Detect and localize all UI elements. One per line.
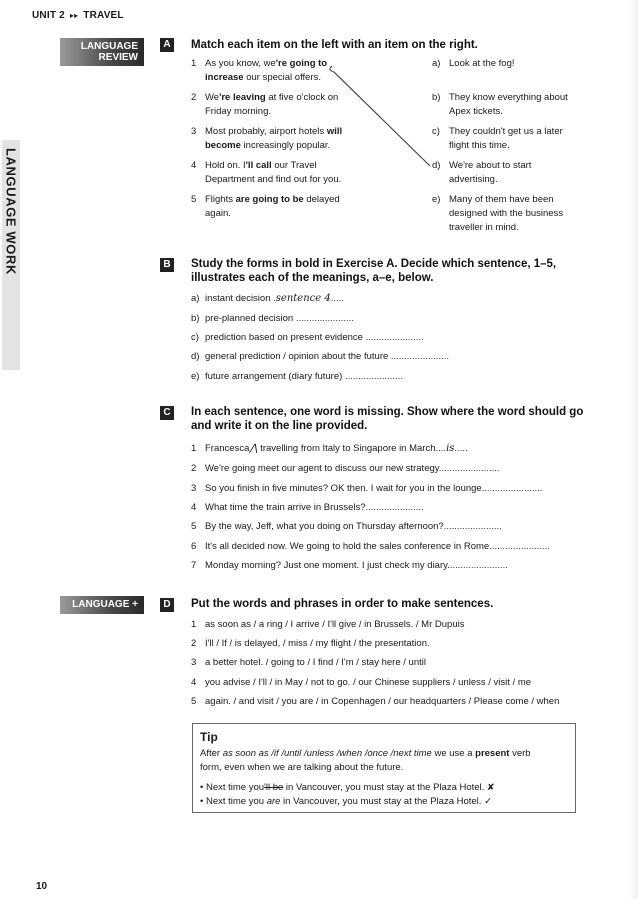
tip-body: After as soon as /if /until /unless /when /once /next time we use a present verb form, even when we are talking about the future. • Next time you'll be in Vancouver, you must stay at the Plaza Hotel. ✘ • Next time you are in Vancouver, you must stay at the Plaza Hotel. ✓: [200, 747, 570, 809]
handwritten-answer: is: [446, 443, 455, 454]
badge-d: D: [160, 598, 174, 612]
unit-header: [32, 10, 124, 21]
unit-label: UNIT 2: [32, 10, 65, 21]
pill-plus-label: LANGUAGE +: [72, 599, 138, 610]
double-arrow-icon: ▸▸: [69, 11, 79, 20]
tip-title: Tip: [200, 730, 218, 744]
side-tab-label: LANGUAGE WORK: [3, 148, 19, 275]
badge-a: A: [160, 38, 174, 52]
language-review-pill: [60, 38, 144, 66]
page-edge-shadow: [628, 0, 638, 899]
caret-mark: ⋀: [249, 443, 258, 454]
match-left-2: 2 We're leaving at five o'clock on Friday morning.: [191, 92, 339, 117]
pill-line1: LANGUAGE: [80, 41, 138, 52]
side-tab: [2, 140, 20, 370]
section-label: TRAVEL: [83, 10, 124, 21]
tip-box: [192, 723, 576, 813]
heading-a: Match each item on the left with an item on the right.: [191, 39, 478, 51]
match-left-1: 1 As you know, we're going to increase our special offers.: [191, 58, 328, 83]
cross-icon: ✘: [486, 782, 495, 792]
handwritten-answer: sentence 4: [275, 293, 331, 304]
heading-b: Study the forms in bold in Exercise A. Decide which sentence, 1–5, illustrates each of the meanings, a–e, below.: [191, 258, 557, 284]
bullet: •: [200, 782, 204, 793]
bullet: •: [200, 796, 204, 807]
match-left-5: 5 Flights are going to be delayed again.: [191, 194, 340, 219]
heading-d: Put the words and phrases in order to make sentences.: [191, 598, 494, 610]
heading-c: In each sentence, one word is missing. Show where the word should go and write it on the line provided.: [191, 406, 584, 432]
badge-c: C: [160, 406, 174, 420]
page-number: 10: [36, 881, 48, 892]
match-left-4: 4 Hold on. I'll call our Travel Department and find out for you.: [191, 160, 342, 185]
language-plus-pill: [60, 596, 144, 614]
check-icon: ✓: [484, 796, 493, 807]
pill-line2: REVIEW: [98, 52, 138, 63]
badge-b: B: [160, 258, 174, 272]
match-line: [320, 58, 440, 170]
match-left-3: 3 Most probably, airport hotels will become increasingly popular.: [191, 126, 343, 151]
tip-bullet-wrong: • Next time you'll be in Vancouver, you must stay at the Plaza Hotel. ✘: [200, 782, 495, 793]
tip-bullet-right: • Next time you are in Vancouver, you must stay at the Plaza Hotel. ✓: [200, 796, 493, 807]
